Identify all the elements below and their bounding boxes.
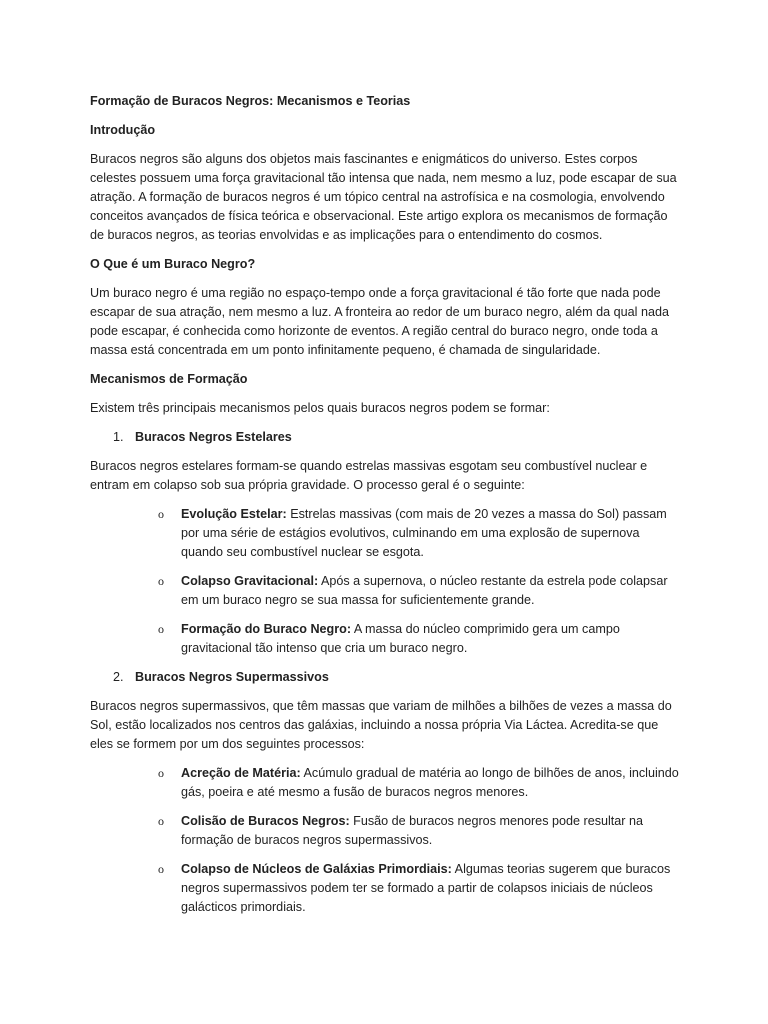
bullet-term: Colapso Gravitacional: — [181, 574, 319, 588]
intro-paragraph: Buracos negros são alguns dos objetos mais fascinantes e enigmáticos do universo. Estes corpos celestes possuem uma força gravitacional tão intensa que nada, nem mesmo a luz, pode escapar de sua atração. A formação de buracos negros é um tópico central na astrofísica e na cosmologia, envolvendo conceitos avançados de física teórica e observacional. Este artigo explora os mecanismos de formação de buracos negros, as teorias envolvidas e as implicações para o entendimento do cosmos. — [90, 152, 677, 242]
bullet-text: A massa do núcleo comprimido gera um campo gravitacional tão intenso que cria um buraco negro. — [181, 622, 620, 655]
bullet-term: Evolução Estelar: — [181, 507, 287, 521]
list-item — [90, 572, 682, 610]
bullet-marker: o — [158, 766, 164, 780]
what-paragraph: Um buraco negro é uma região no espaço-tempo onde a força gravitacional é tão forte que nada pode escapar de sua atração, nem mesmo a luz. A fronteira ao redor de um buraco negro, além da qual nada pode escapar, é conhecida como horizonte de eventos. A região central do buraco negro, onde toda a massa está concentrada em um ponto infinitamente pequeno, é chamada de singularidade. — [90, 286, 669, 357]
bullet-text: Acúmulo gradual de matéria ao longo de bilhões de anos, incluindo gás, poeira e até mesmo a fusão de buracos negros menores. — [181, 766, 679, 799]
supermassive-bullet-list — [90, 764, 682, 917]
supermassive-paragraph: Buracos negros supermassivos, que têm massas que variam de milhões a bilhões de vezes a massa do Sol, estão localizados nos centros das galáxias, incluindo a nossa própria Via Láctea. Acredita-se que eles se formem por um dos seguintes processos: — [90, 699, 672, 751]
numbered-item-supermassive — [90, 668, 682, 687]
numbered-item-stellar — [90, 428, 682, 447]
section-heading-what: O Que é um Buraco Negro? — [90, 257, 256, 271]
item-title: Buracos Negros Supermassivos — [135, 670, 329, 684]
mechanisms-intro: Existem três principais mecanismos pelos quais buracos negros podem se formar: — [90, 401, 550, 415]
bullet-marker: o — [158, 814, 164, 828]
section-heading-mechanisms: Mecanismos de Formação — [90, 372, 248, 386]
bullet-term: Colapso de Núcleos de Galáxias Primordiais: — [181, 862, 452, 876]
list-item — [90, 764, 682, 802]
document-title: Formação de Buracos Negros: Mecanismos e Teorias — [90, 94, 411, 108]
list-item — [90, 620, 682, 658]
list-item — [90, 860, 682, 917]
bullet-marker: o — [158, 507, 164, 521]
item-number: 2. — [113, 670, 124, 684]
bullet-term: Acreção de Matéria: — [181, 766, 301, 780]
document-body — [90, 92, 682, 927]
bullet-term: Formação do Buraco Negro: — [181, 622, 352, 636]
stellar-bullet-list — [90, 505, 682, 658]
bullet-text: Algumas teorias sugerem que buracos negros supermassivos podem ter se formado a partir de colapsos iniciais de núcleos galácticos primordiais. — [181, 862, 671, 914]
bullet-text: Após a supernova, o núcleo restante da estrela pode colapsar em um buraco negro se sua massa for suficientemente grande. — [181, 574, 668, 607]
bullet-marker: o — [158, 574, 164, 588]
list-item — [90, 812, 682, 850]
bullet-marker: o — [158, 862, 164, 876]
stellar-paragraph: Buracos negros estelares formam-se quando estrelas massivas esgotam seu combustível nuclear e entram em colapso sob sua própria gravidade. O processo geral é o seguinte: — [90, 459, 648, 492]
item-title: Buracos Negros Estelares — [135, 430, 292, 444]
item-number: 1. — [113, 430, 124, 444]
bullet-term: Colisão de Buracos Negros: — [181, 814, 350, 828]
bullet-text: Fusão de buracos negros menores pode resultar na formação de buracos negros supermassivos. — [181, 814, 643, 847]
section-heading-intro: Introdução — [90, 123, 156, 137]
bullet-marker: o — [158, 622, 164, 636]
list-item — [90, 505, 682, 562]
bullet-text: Estrelas massivas (com mais de 20 vezes a massa do Sol) passam por uma série de estágios evolutivos, culminando em uma explosão de supernova quando seu combustível nuclear se esgota. — [181, 507, 667, 559]
